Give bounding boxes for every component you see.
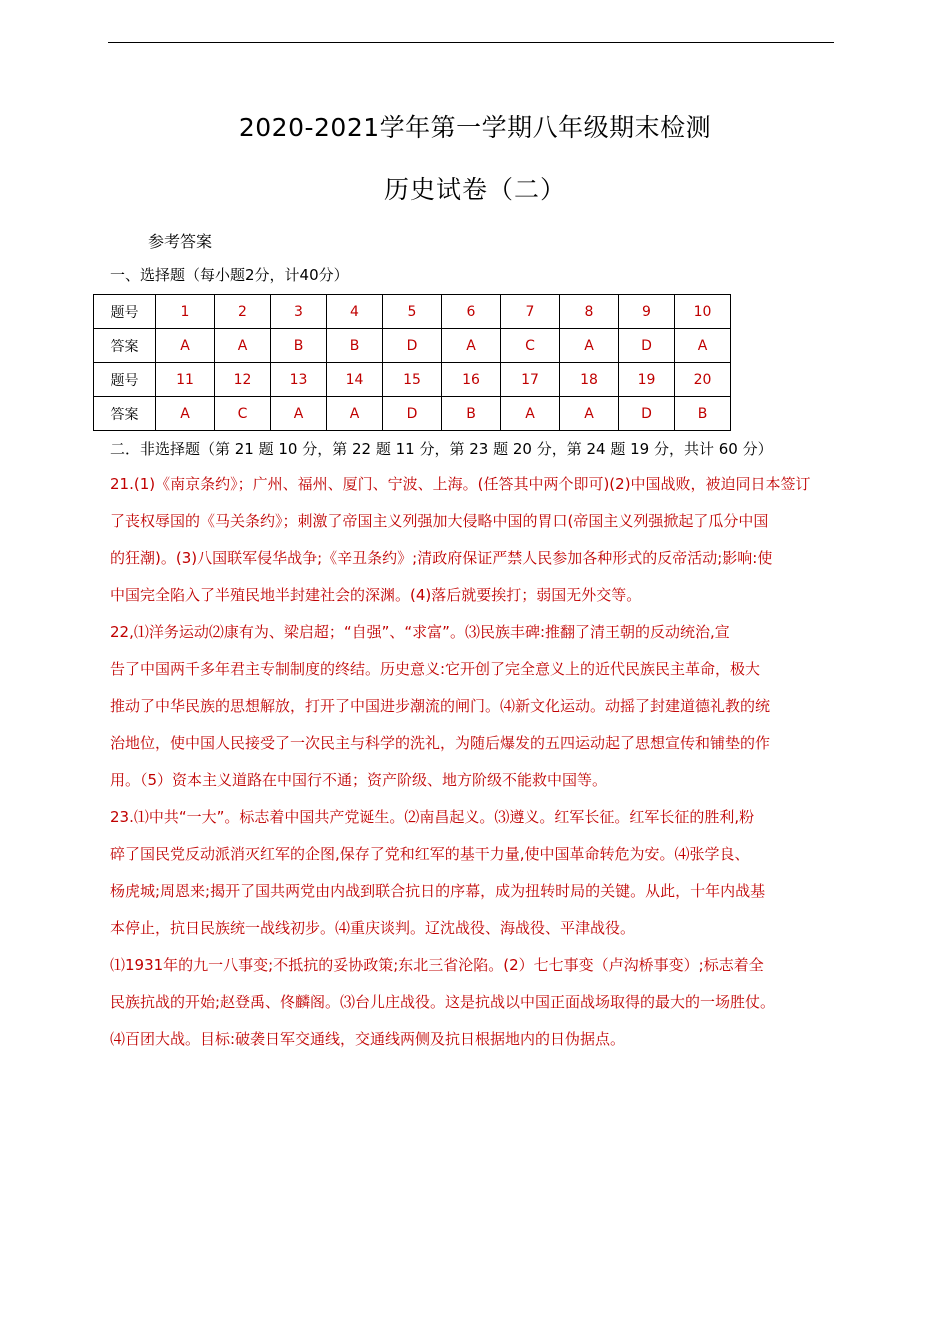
answer-line: ⑴1931年的九一八事变;不抵抗的妥协政策;东北三省沦陷。(2）七七事变（卢沟桥事变）;标志着全 xyxy=(110,956,764,974)
section2-heading: 二．非选择题（第 21 题 10 分，第 22 题 11 分，第 23 题 20 分，第 24 题 19 分，共计 60 分） xyxy=(110,440,773,458)
answer-cell: B xyxy=(327,329,383,363)
document-title: 2020-2021学年第一学期八年级期末检测 xyxy=(238,113,712,142)
answer-line: ⑷百团大战。目标:破袭日军交通线，交通线两侧及抗日根据地内的日伪据点。 xyxy=(110,1030,626,1048)
answer-row xyxy=(94,329,731,363)
answer-text xyxy=(110,466,840,1058)
question-number-cell: 12 xyxy=(215,363,271,397)
answer-line: 了丧权辱国的《马关条约》；刺激了帝国主义列强加大侵略中国的胃口(帝国主义列强掀起了瓜分中国 xyxy=(110,512,769,530)
answer-line: 用。（5）资本主义道路在中国行不通；资产阶级、地方阶级不能救中国等。 xyxy=(110,771,608,789)
question-number-row xyxy=(94,295,731,329)
answer-cell: C xyxy=(215,397,271,431)
answer-line: 告了中国两千多年君主专制制度的终结。历史意义:它开创了完全意义上的近代民族民主革命，极大 xyxy=(110,660,761,678)
question-number-cell: 6 xyxy=(442,295,501,329)
section1-heading: 一、选择题（每小题2分，计40分） xyxy=(110,266,349,284)
answer-line: 中国完全陷入了半殖民地半封建社会的深渊。(4)落后就要挨打；弱国无外交等。 xyxy=(110,586,642,604)
answer-line: 碎了国民党反动派消灭红军的企图,保存了党和红军的基干力量,使中国革命转危为安。⑷张学良、 xyxy=(110,845,750,863)
question-number-cell: 2 xyxy=(215,295,271,329)
question-number-cell: 1 xyxy=(156,295,215,329)
answer-cell: D xyxy=(619,397,675,431)
answer-cell: A xyxy=(327,397,383,431)
answer-row xyxy=(94,397,731,431)
question-number-cell: 4 xyxy=(327,295,383,329)
answer-line: 23.⑴中共“一大”。标志着中国共产党诞生。⑵南昌起义。⑶遵义。红军长征。红军长征的胜利,粉 xyxy=(110,808,755,826)
answer-cell: A xyxy=(560,397,619,431)
answer-cell: D xyxy=(619,329,675,363)
document-subtitle: 历史试卷（二） xyxy=(383,175,566,204)
answer-cell: D xyxy=(383,397,442,431)
answer-cell: A xyxy=(675,329,731,363)
question-number-cell: 8 xyxy=(560,295,619,329)
question-number-cell: 9 xyxy=(619,295,675,329)
question-number-cell: 11 xyxy=(156,363,215,397)
question-number-cell: 3 xyxy=(271,295,327,329)
question-number-cell: 18 xyxy=(560,363,619,397)
question-24-answer xyxy=(110,947,840,1058)
answer-cell: A xyxy=(501,397,560,431)
answer-cell: B xyxy=(675,397,731,431)
reference-answer-label: 参考答案 xyxy=(148,232,213,251)
answer-line: 的狂潮)。(3)八国联军侵华战争;《辛丑条约》;清政府保证严禁人民参加各种形式的反帝活动;影响:使 xyxy=(110,549,773,567)
row-label: 题号 xyxy=(94,295,156,329)
answer-cell: A xyxy=(271,397,327,431)
question-number-cell: 13 xyxy=(271,363,327,397)
answer-cell: A xyxy=(215,329,271,363)
answer-cell: B xyxy=(442,397,501,431)
question-number-cell: 15 xyxy=(383,363,442,397)
row-label: 答案 xyxy=(94,329,156,363)
header-rule xyxy=(108,42,834,43)
row-label: 题号 xyxy=(94,363,156,397)
answer-cell: D xyxy=(383,329,442,363)
question-number-cell: 20 xyxy=(675,363,731,397)
question-number-cell: 19 xyxy=(619,363,675,397)
answer-cell: A xyxy=(442,329,501,363)
question-number-cell: 14 xyxy=(327,363,383,397)
question-21-answer xyxy=(110,466,840,614)
answer-cell: A xyxy=(156,329,215,363)
question-number-cell: 5 xyxy=(383,295,442,329)
answer-line: 推动了中华民族的思想解放，打开了中国进步潮流的闸门。⑷新文化运动。动摇了封建道德礼教的统 xyxy=(110,697,771,715)
answer-cell: A xyxy=(156,397,215,431)
answer-line: 21.(1)《南京条约》；广州、福州、厦门、宁波、上海。(任答其中两个即可)(2)中国战败，被迫同日本签订 xyxy=(110,475,811,493)
answer-line: 杨虎城;周恩来;揭开了国共两党由内战到联合抗日的序幕，成为扭转时局的关键。从此，十年内战基 xyxy=(110,882,766,900)
question-number-cell: 17 xyxy=(501,363,560,397)
question-23-answer xyxy=(110,799,840,947)
question-number-cell: 7 xyxy=(501,295,560,329)
answer-cell: B xyxy=(271,329,327,363)
answer-line: 民族抗战的开始;赵登禹、佟麟阁。⑶台儿庄战役。这是抗战以中国正面战场取得的最大的一场胜仗。 xyxy=(110,993,776,1011)
question-number-cell: 16 xyxy=(442,363,501,397)
question-22-answer xyxy=(110,614,840,799)
question-number-cell: 10 xyxy=(675,295,731,329)
answer-table xyxy=(93,294,731,431)
answer-cell: C xyxy=(501,329,560,363)
row-label: 答案 xyxy=(94,397,156,431)
answer-line: 治地位，使中国人民接受了一次民主与科学的洗礼，为随后爆发的五四运动起了思想宣传和铺垫的作 xyxy=(110,734,771,752)
answer-cell: A xyxy=(560,329,619,363)
answer-line: 本停止，抗日民族统一战线初步。⑷重庆谈判。辽沈战役、海战役、平津战役。 xyxy=(110,919,636,937)
question-number-row xyxy=(94,363,731,397)
answer-line: 22,⑴洋务运动⑵康有为、梁启超；“自强”、“求富”。⑶民族丰碑:推翻了清王朝的反动统治,宣 xyxy=(110,623,730,641)
